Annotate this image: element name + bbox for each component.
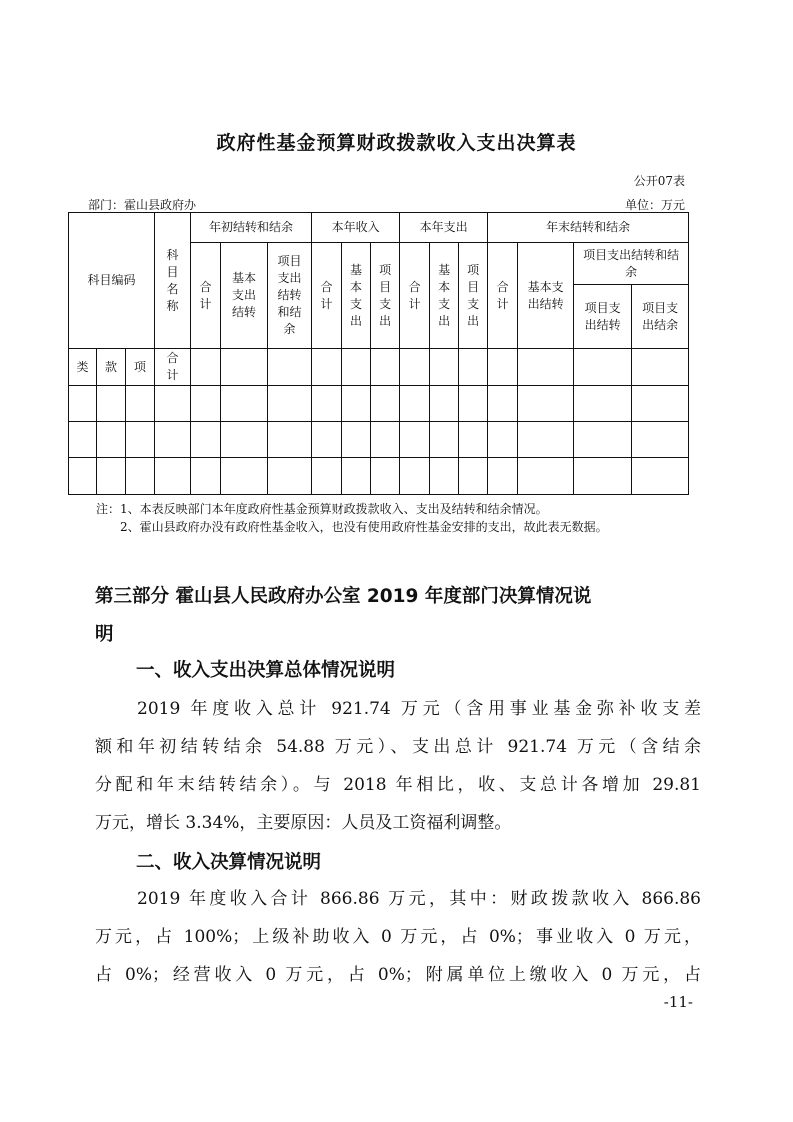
opening-balance-header: 年初结转和结余 (191, 213, 312, 243)
note-2: 2、霍山县政府办没有政府性基金收入，也没有使用政府性基金安排的支出，故此表无数据。 (120, 520, 608, 534)
opening-basic-header: 基本支出结转 (221, 243, 268, 349)
table-row (69, 422, 689, 458)
subject-name-header: 科目名称 (155, 213, 191, 349)
paragraph-line: 2019 年度收入合计 866.86 万元，其中：财政拨款收入 866.86 (137, 889, 701, 909)
closing-project-carry-header: 项目支出结转 (574, 285, 632, 349)
expense-basic-header: 基本支出 (430, 243, 459, 349)
income-project-header: 项目支出 (371, 243, 400, 349)
department-label: 部门：霍山县政府办 (88, 198, 197, 212)
expense-project-header: 项目支出 (459, 243, 488, 349)
part-three-heading: 第三部分 霍山县人民政府办公室 2019 年度部门决算情况说 (95, 586, 592, 607)
fund-table (68, 212, 689, 495)
closing-basic-header: 基本支出结转 (518, 243, 574, 349)
table-notes (96, 500, 608, 536)
part-three-heading-cont: 明 (95, 624, 114, 645)
table-row (69, 386, 689, 422)
paragraph-line: 额和年初结转结余 54.88 万元）、支出总计 921.74 万元（含结余 (95, 737, 701, 757)
paragraph-line: 占 0%；经营收入 0 万元，占 0%；附属单位上缴收入 0 万元，占 (95, 965, 701, 985)
paragraph-line: 万元，占 100%；上级补助收入 0 万元，占 0%；事业收入 0 万元， (95, 927, 701, 947)
paragraph-line: 2019 年度收入总计 921.74 万元（含用事业基金弥补收支差 (137, 699, 701, 719)
paragraph-line: 分配和年末结转结余）。与 2018 年相比，收、支总计各增加 29.81 (95, 775, 701, 795)
subject-code-header: 科目编码 (69, 213, 155, 349)
table-row (69, 458, 689, 495)
sum-row-label: 合计 (155, 349, 191, 386)
subheading-income: 二、收入决算情况说明 (136, 852, 322, 873)
paragraph-overall (95, 690, 701, 842)
closing-total-header: 合计 (488, 243, 518, 349)
xiang-header: 项 (126, 349, 155, 386)
page-number: -11- (663, 993, 693, 1011)
income-total-header: 合计 (312, 243, 342, 349)
table-title: 政府性基金预算财政拨款收入支出决算表 (216, 132, 577, 154)
lei-header: 类 (69, 349, 97, 386)
closing-project-group-header: 项目支出结转和结余 (574, 243, 689, 285)
closing-balance-header: 年末结转和结余 (488, 213, 689, 243)
subheading-overall: 一、收入支出决算总体情况说明 (136, 660, 396, 681)
closing-project-surplus-header: 项目支出结余 (632, 285, 689, 349)
unit-label: 单位：万元 (624, 198, 685, 212)
income-basic-header: 基本支出 (342, 243, 371, 349)
paragraph-line: 万元，增长 3.34%，主要原因：人员及工资福利调整。 (95, 813, 512, 833)
paragraph-income (95, 880, 701, 994)
annual-income-header: 本年收入 (312, 213, 400, 243)
expense-total-header: 合计 (400, 243, 430, 349)
form-number: 公开07表 (633, 174, 685, 188)
annual-expense-header: 本年支出 (400, 213, 488, 243)
opening-total-header: 合计 (191, 243, 221, 349)
opening-project-header: 项目支出结转和结余 (268, 243, 312, 349)
kuan-header: 款 (97, 349, 126, 386)
note-1: 注：1、本表反映部门本年度政府性基金预算财政拨款收入、支出及结转和结余情况。 (96, 502, 548, 516)
